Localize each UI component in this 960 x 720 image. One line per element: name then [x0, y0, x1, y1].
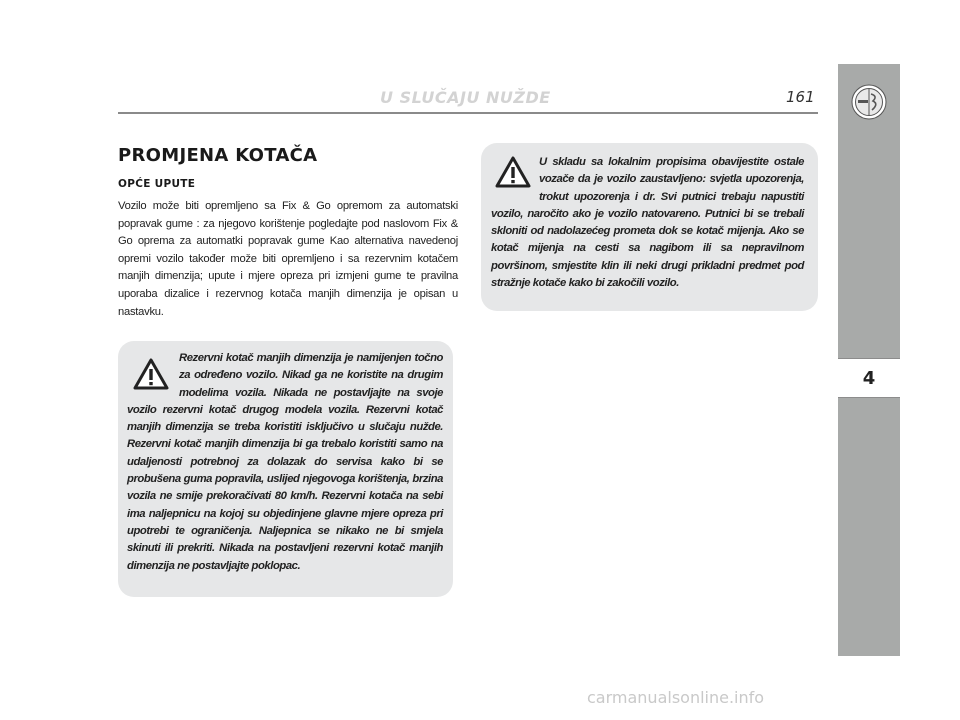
- section-subtitle: OPĆE UPUTE: [118, 178, 196, 190]
- section-body-text: Vozilo može biti opremljeno sa Fix & Go opremom za automatski popravak gume : za njegovo korištenje pogledajte pod naslovom Fix & Go oprema za automatki popravak gume Kao alternativa navedenoj opremi vozilo također može biti opremljeno i sa rezervnim kotačem manjih dimenzija; upute i mjere opreza pri izmjeni gume te pravilna uporaba dizalice i rezervnog kotača manjih dimenzija je opisan u nastavku.: [118, 200, 458, 318]
- warning-text-left: Rezervni kotač manjih dimenzija je namijenjen točno za određeno vozilo. Nikad ga ne koristite na drugim modelima vozila. Nikada ne postavljajte na svoje vozilo rezervni kotač drugog modela vozila. Rezervni kotač manjih dimenzija se treba koristiti isključivo u slučaju nužde. Rezervni kotač manjih dimenzija bi ga trebalo koristiti samo na udaljenosti potrebnoj za dolazak do servisa kako bi se probušena guma popravila, uslijed njegovoga korištenja, brzina vozila ne smije prekoračivati 80 km/h. Rezervni kotača na sebi ima naljepnicu na kojoj su objedinjene glavne mjere opreza pri upotrebi te ograničenja. Naljepnica se nikako ne bi smjela skinuti ili prekriti. Nikada na postavljeni rezervni kotač manjih dimenzija ne postavljajte poklopac.: [127, 352, 443, 572]
- chapter-header-title: U SLUČAJU NUŽDE: [380, 88, 551, 107]
- alfa-romeo-logo-icon: [851, 84, 887, 120]
- warning-box-right: [481, 143, 818, 311]
- page-number: 161: [786, 88, 815, 106]
- chapter-number-tab: 4: [838, 358, 900, 398]
- watermark: carmanualsonline.info: [587, 688, 765, 707]
- header-divider: [118, 112, 818, 114]
- warning-triangle-icon: [495, 156, 531, 188]
- warning-triangle-icon: [133, 358, 169, 390]
- warning-box-left: [118, 341, 453, 597]
- warning-text-right: U skladu sa lokalnim propisima obavijestite ostale vozače da je vozilo zaustavljeno: svjetla upozorenja, trokut upozorenja i dr. Svi putnici trebaju napustiti vozilo, naročito ako je vozilo natovareno. Putnici bi se trebali skloniti od nadolazećeg prometa dok se kotač mijenja. Ako se kotač mijenja na cesti sa nagibom ili sa nepravilnom površinom, smjestite klin ili neki drugi prikladni predmet pod stražnje kotače kako bi zakočili vozilo.: [491, 156, 804, 290]
- section-title: PROMJENA KOTAČA: [118, 145, 318, 166]
